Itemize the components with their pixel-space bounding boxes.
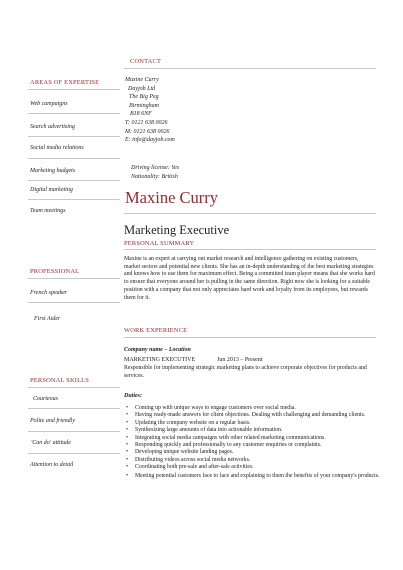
company-name: Company name – Location (124, 347, 191, 353)
professional-item: French speaker (30, 290, 68, 296)
expertise-item: Social media relations (30, 145, 84, 151)
duties-list (124, 405, 380, 481)
list-item: • Having ready-made answers for client objections. Dealing with challenging and demanding clients. (124, 412, 380, 419)
contact-heading: CONTACT (130, 58, 162, 65)
contact-phone: T: 0121 638 0026 (125, 119, 168, 126)
divider (28, 199, 120, 200)
contact-street: The Big Peg (129, 94, 159, 101)
expertise-item: Web campaigns (30, 101, 68, 107)
divider (28, 113, 120, 114)
contact-postcode: B18 6NF (130, 111, 152, 118)
divider (124, 337, 376, 338)
summary-text: Maxine is an expert at carrying out market research and intelligence gathering on existing customers, market sectors and potential new clients. She has an in-depth understanding of the best marketing strategies and knows how to use them for maximum effect. Being a committed team player means that she works hard to ensure that everyone around her is pulling in the same direction. Right now she is looking for a suitable position with a company that not only appreciates hard work and loyalty from its employees, but rewards them for it. (124, 256, 375, 301)
skill-item: Attention to detail (30, 462, 74, 468)
job-dates: Jun 2013 – Present (217, 357, 263, 363)
expertise-item: Search advertising (30, 124, 75, 130)
divider (28, 408, 120, 409)
divider (28, 158, 120, 159)
expertise-item: Digital marketing (30, 187, 73, 193)
skill-item: Polite and friendly (30, 418, 75, 424)
contact-company: Dayjob Ltd (128, 85, 156, 92)
divider (28, 302, 120, 303)
divider (28, 89, 120, 90)
divider (28, 278, 120, 279)
professional-item: First Aider (34, 316, 61, 322)
expertise-item: Team meetings (30, 208, 66, 214)
work-heading: WORK EXPERIENCE (124, 327, 188, 334)
contact-name: Maxine Curry (125, 77, 159, 83)
list-item: • Responding quickly and professionally to any customer enquiries or complaints. (124, 442, 380, 449)
nationality: Nationality: British (131, 173, 178, 180)
job-description: Responsible for implementing strategic marketing plans to achieve corporate objectives for products and services. (124, 365, 367, 379)
divider (28, 387, 120, 388)
divider (28, 136, 120, 137)
skills-heading: PERSONAL SKILLS (30, 377, 90, 384)
list-item: • Integrating social media campaigns with other related marketing communications. (124, 435, 380, 442)
list-item: • Updating the company website on a regular basis. (124, 420, 380, 427)
driving-license: Driving license: Yes (131, 165, 180, 171)
professional-heading: PROFESSIONAL (30, 268, 80, 275)
contact-city: Birmingham (129, 102, 159, 109)
contact-details (125, 76, 265, 145)
list-item: • Synthesizing large amounts of data into actionable information. (124, 427, 380, 434)
contact-mobile: M: 0121 638 0026 (125, 128, 170, 135)
expertise-heading: AREAS OF EXPERTISE (30, 79, 100, 86)
list-item: • Developing unique website landing pages. (124, 449, 380, 456)
divider (124, 213, 376, 214)
summary-heading: PERSONAL SUMMARY (124, 240, 195, 247)
list-item: • Distributing videos across social media networks. (124, 457, 380, 464)
list-item: • Coming up with unique ways to engage customers over social media. (124, 405, 380, 412)
divider (124, 249, 376, 250)
candidate-name: Maxine Curry (125, 188, 219, 207)
skill-item: Courteous (33, 396, 59, 402)
divider (28, 431, 120, 432)
divider (28, 180, 120, 181)
job-title: Marketing Executive (124, 223, 230, 237)
job-role: MARKETING EXECUTIVE (124, 357, 196, 363)
duties-label: Duties: (124, 393, 142, 399)
expertise-item: Marketing budgets (30, 168, 76, 174)
list-item: • Coordinating both pre-sale and after-sale activities. (124, 464, 380, 471)
skill-item: 'Can do' attitude (31, 440, 71, 446)
list-item: • Meeting potential customers face to face and explaining to them the benefits of your company's products. (124, 472, 380, 481)
personal-info (131, 164, 271, 181)
divider (124, 68, 376, 69)
divider (28, 453, 120, 454)
contact-email[interactable]: E: info@dayjob.com (125, 137, 175, 144)
